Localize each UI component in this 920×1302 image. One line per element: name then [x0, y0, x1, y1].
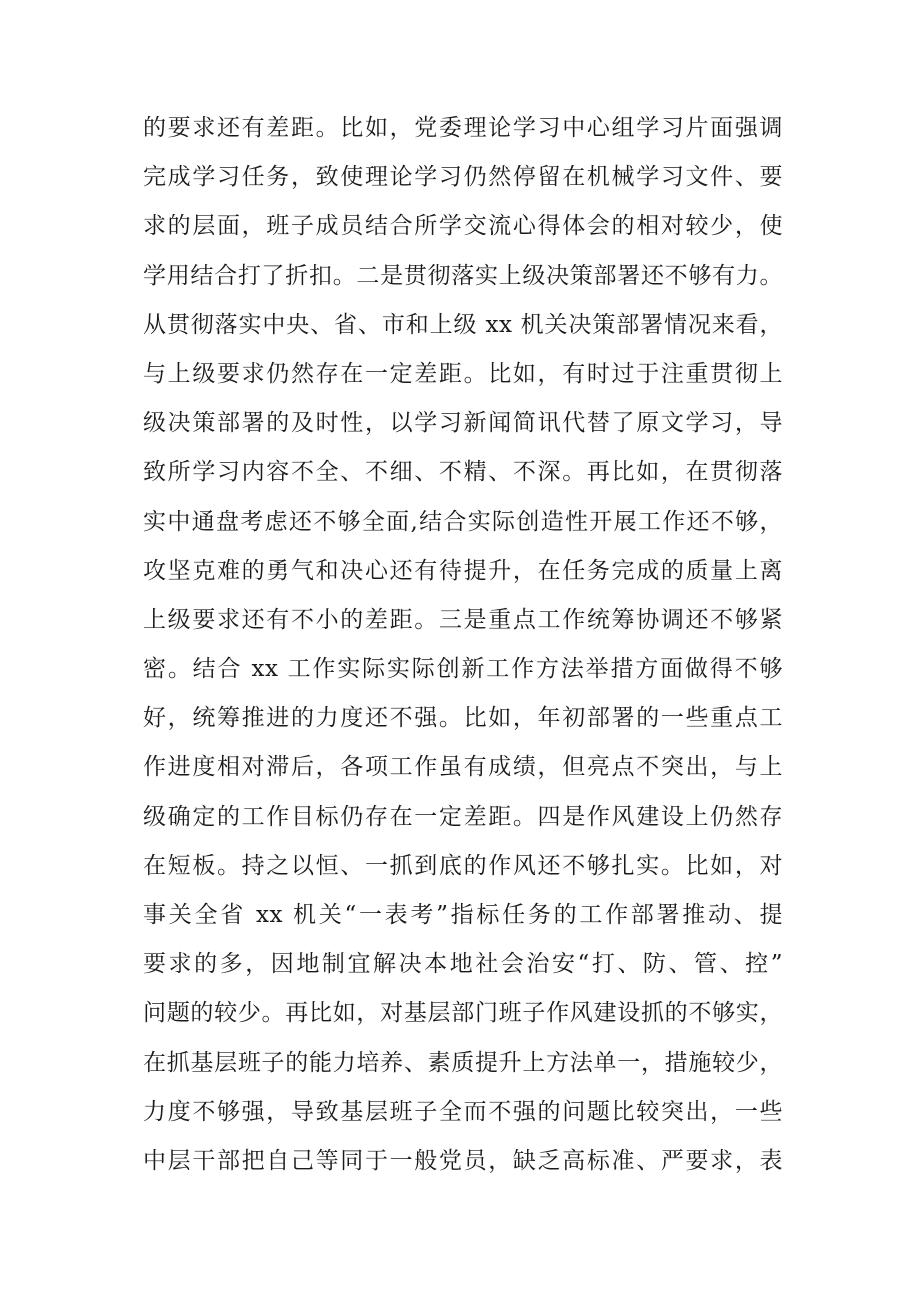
text-line: 中层干部把自己等同于一般党员，缺乏高标准、严要求，表: [143, 1147, 783, 1174]
text-line: 实中通盘考虑还不够全面,结合实际创造性开展工作还不够，: [143, 508, 783, 535]
text-line: 级决策部署的及时性，以学习新闻简讯代替了原文学习，导: [143, 410, 783, 437]
text-line: 上级要求还有不小的差距。三是重点工作统筹协调还不够紧: [143, 606, 783, 633]
text-line: 完成学习任务，致使理论学习仍然停留在机械学习文件、要: [143, 164, 783, 191]
text-line: 学用结合打了折扣。二是贯彻落实上级决策部署还不够有力。: [143, 262, 783, 289]
text-line: 攻坚克难的勇气和决心还有待提升，在任务完成的质量上离: [143, 557, 783, 584]
text-line: 事关全省 xx 机关“一表考”指标任务的工作部署推动、提: [143, 902, 783, 928]
text-line: 作进度相对滞后，各项工作虽有成绩，但亮点不突出，与上: [143, 754, 783, 781]
text-line: 与上级要求仍然存在一定差距。比如，有时过于注重贯彻上: [143, 360, 783, 387]
text-line: 力度不够强，导致基层班子全而不强的问题比较突出，一些: [143, 1098, 783, 1125]
body-text: [143, 104, 783, 1186]
text-line: 从贯彻落实中央、省、市和上级 xx 机关决策部署情况来看，: [143, 311, 783, 338]
text-line: 问题的较少。再比如，对基层部门班子作风建设抓的不够实，: [143, 1000, 783, 1027]
text-line: 密。结合 xx 工作实际实际创新工作方法举措方面做得不够: [143, 656, 783, 683]
text-line: 级确定的工作目标仍存在一定差距。四是作风建设上仍然存: [143, 803, 783, 830]
text-line: 好，统筹推进的力度还不强。比如，年初部署的一些重点工: [143, 705, 783, 732]
text-line: 在短板。持之以恒、一抓到底的作风还不够扎实。比如，对: [143, 852, 783, 879]
text-line: 在抓基层班子的能力培养、素质提升上方法单一，措施较少，: [143, 1049, 783, 1076]
text-line: 致所学习内容不全、不细、不精、不深。再比如，在贯彻落: [143, 459, 783, 486]
text-line: 的要求还有差距。比如，党委理论学习中心组学习片面强调: [143, 115, 783, 141]
text-line: 求的层面，班子成员结合所学交流心得体会的相对较少，使: [143, 213, 783, 240]
text-line: 要求的多，因地制宜解决本地社会治安“打、防、管、控”: [143, 951, 783, 978]
